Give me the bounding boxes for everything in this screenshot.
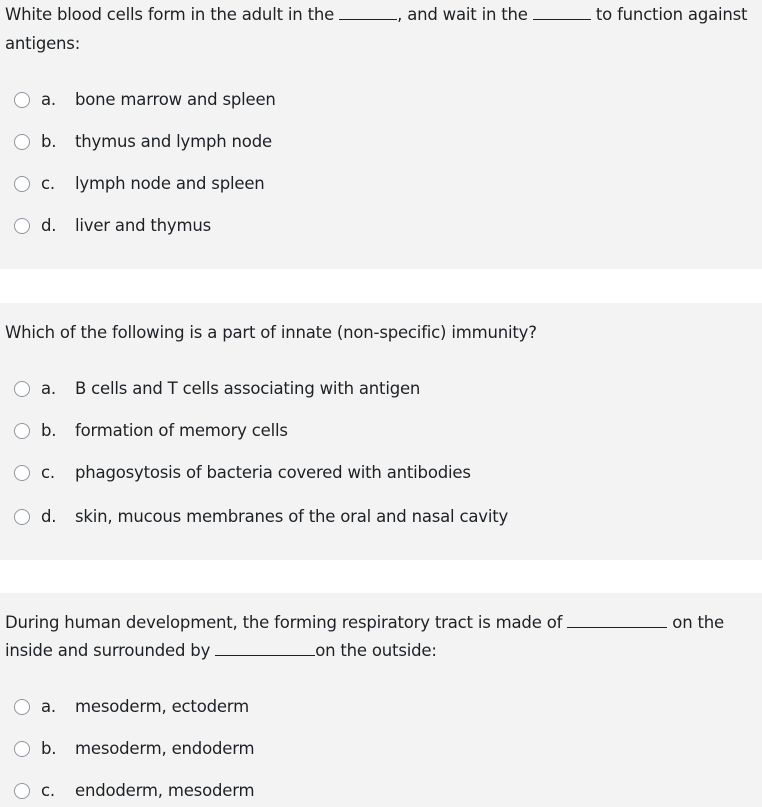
question-1-text-line1	[5, 1, 747, 29]
option-letter: b.	[41, 739, 57, 758]
question-2-text: Which of the following is a part of innate (non-specific) immunity?	[5, 323, 537, 342]
option-text: bone marrow and spleen	[75, 90, 276, 109]
option-letter: a.	[41, 697, 56, 716]
option-text: B cells and T cells associating with antigen	[75, 379, 421, 398]
question-text-part: White blood cells form in the adult in the	[5, 5, 340, 24]
blank-line	[533, 3, 591, 20]
option-b[interactable]	[14, 130, 272, 154]
option-c[interactable]	[14, 779, 255, 803]
option-text: endoderm, mesoderm	[75, 781, 255, 800]
blank-line	[567, 611, 667, 628]
option-letter: d.	[41, 507, 57, 526]
blank-line	[339, 3, 397, 20]
option-d[interactable]	[14, 505, 509, 529]
question-3-text-line2	[5, 637, 437, 665]
option-c[interactable]	[14, 172, 265, 196]
option-text: lymph node and spleen	[75, 174, 265, 193]
question-text-part: on the	[667, 613, 724, 632]
question-3-text-line1	[5, 609, 724, 637]
question-1	[0, 0, 762, 269]
option-b[interactable]	[14, 419, 288, 443]
radio-button[interactable]	[14, 783, 30, 799]
question-text-part: inside and surrounded by	[5, 641, 216, 660]
option-text: formation of memory cells	[75, 421, 288, 440]
option-text: thymus and lymph node	[75, 132, 272, 151]
option-b[interactable]	[14, 737, 255, 761]
option-letter: a.	[41, 90, 56, 109]
radio-button[interactable]	[14, 92, 30, 108]
radio-button[interactable]	[14, 741, 30, 757]
option-letter: a.	[41, 379, 56, 398]
option-text: liver and thymus	[75, 216, 212, 235]
question-3	[0, 593, 762, 807]
option-text: mesoderm, ectoderm	[75, 697, 249, 716]
radio-button[interactable]	[14, 218, 30, 234]
option-letter: b.	[41, 421, 57, 440]
question-1-text-line2: antigens:	[5, 34, 81, 53]
radio-button[interactable]	[14, 176, 30, 192]
option-letter: c.	[41, 781, 55, 800]
option-a[interactable]	[14, 377, 421, 401]
question-2	[0, 303, 762, 560]
option-c[interactable]	[14, 461, 471, 485]
radio-button[interactable]	[14, 423, 30, 439]
question-text-part: to function against	[590, 5, 748, 24]
question-text-part: on the outside:	[315, 641, 437, 660]
option-a[interactable]	[14, 695, 249, 719]
option-text: skin, mucous membranes of the oral and nasal cavity	[75, 507, 509, 526]
option-letter: d.	[41, 216, 57, 235]
option-letter: c.	[41, 463, 55, 482]
radio-button[interactable]	[14, 381, 30, 397]
option-letter: b.	[41, 132, 57, 151]
question-text-part: , and wait in the	[397, 5, 533, 24]
question-text-part: During human development, the forming respiratory tract is made of	[5, 613, 568, 632]
option-d[interactable]	[14, 214, 212, 238]
option-letter: c.	[41, 174, 55, 193]
radio-button[interactable]	[14, 134, 30, 150]
option-text: phagosytosis of bacteria covered with antibodies	[75, 463, 471, 482]
blank-line	[215, 639, 315, 656]
option-text: mesoderm, endoderm	[75, 739, 255, 758]
radio-button[interactable]	[14, 509, 30, 525]
radio-button[interactable]	[14, 699, 30, 715]
option-a[interactable]	[14, 88, 276, 112]
radio-button[interactable]	[14, 465, 30, 481]
